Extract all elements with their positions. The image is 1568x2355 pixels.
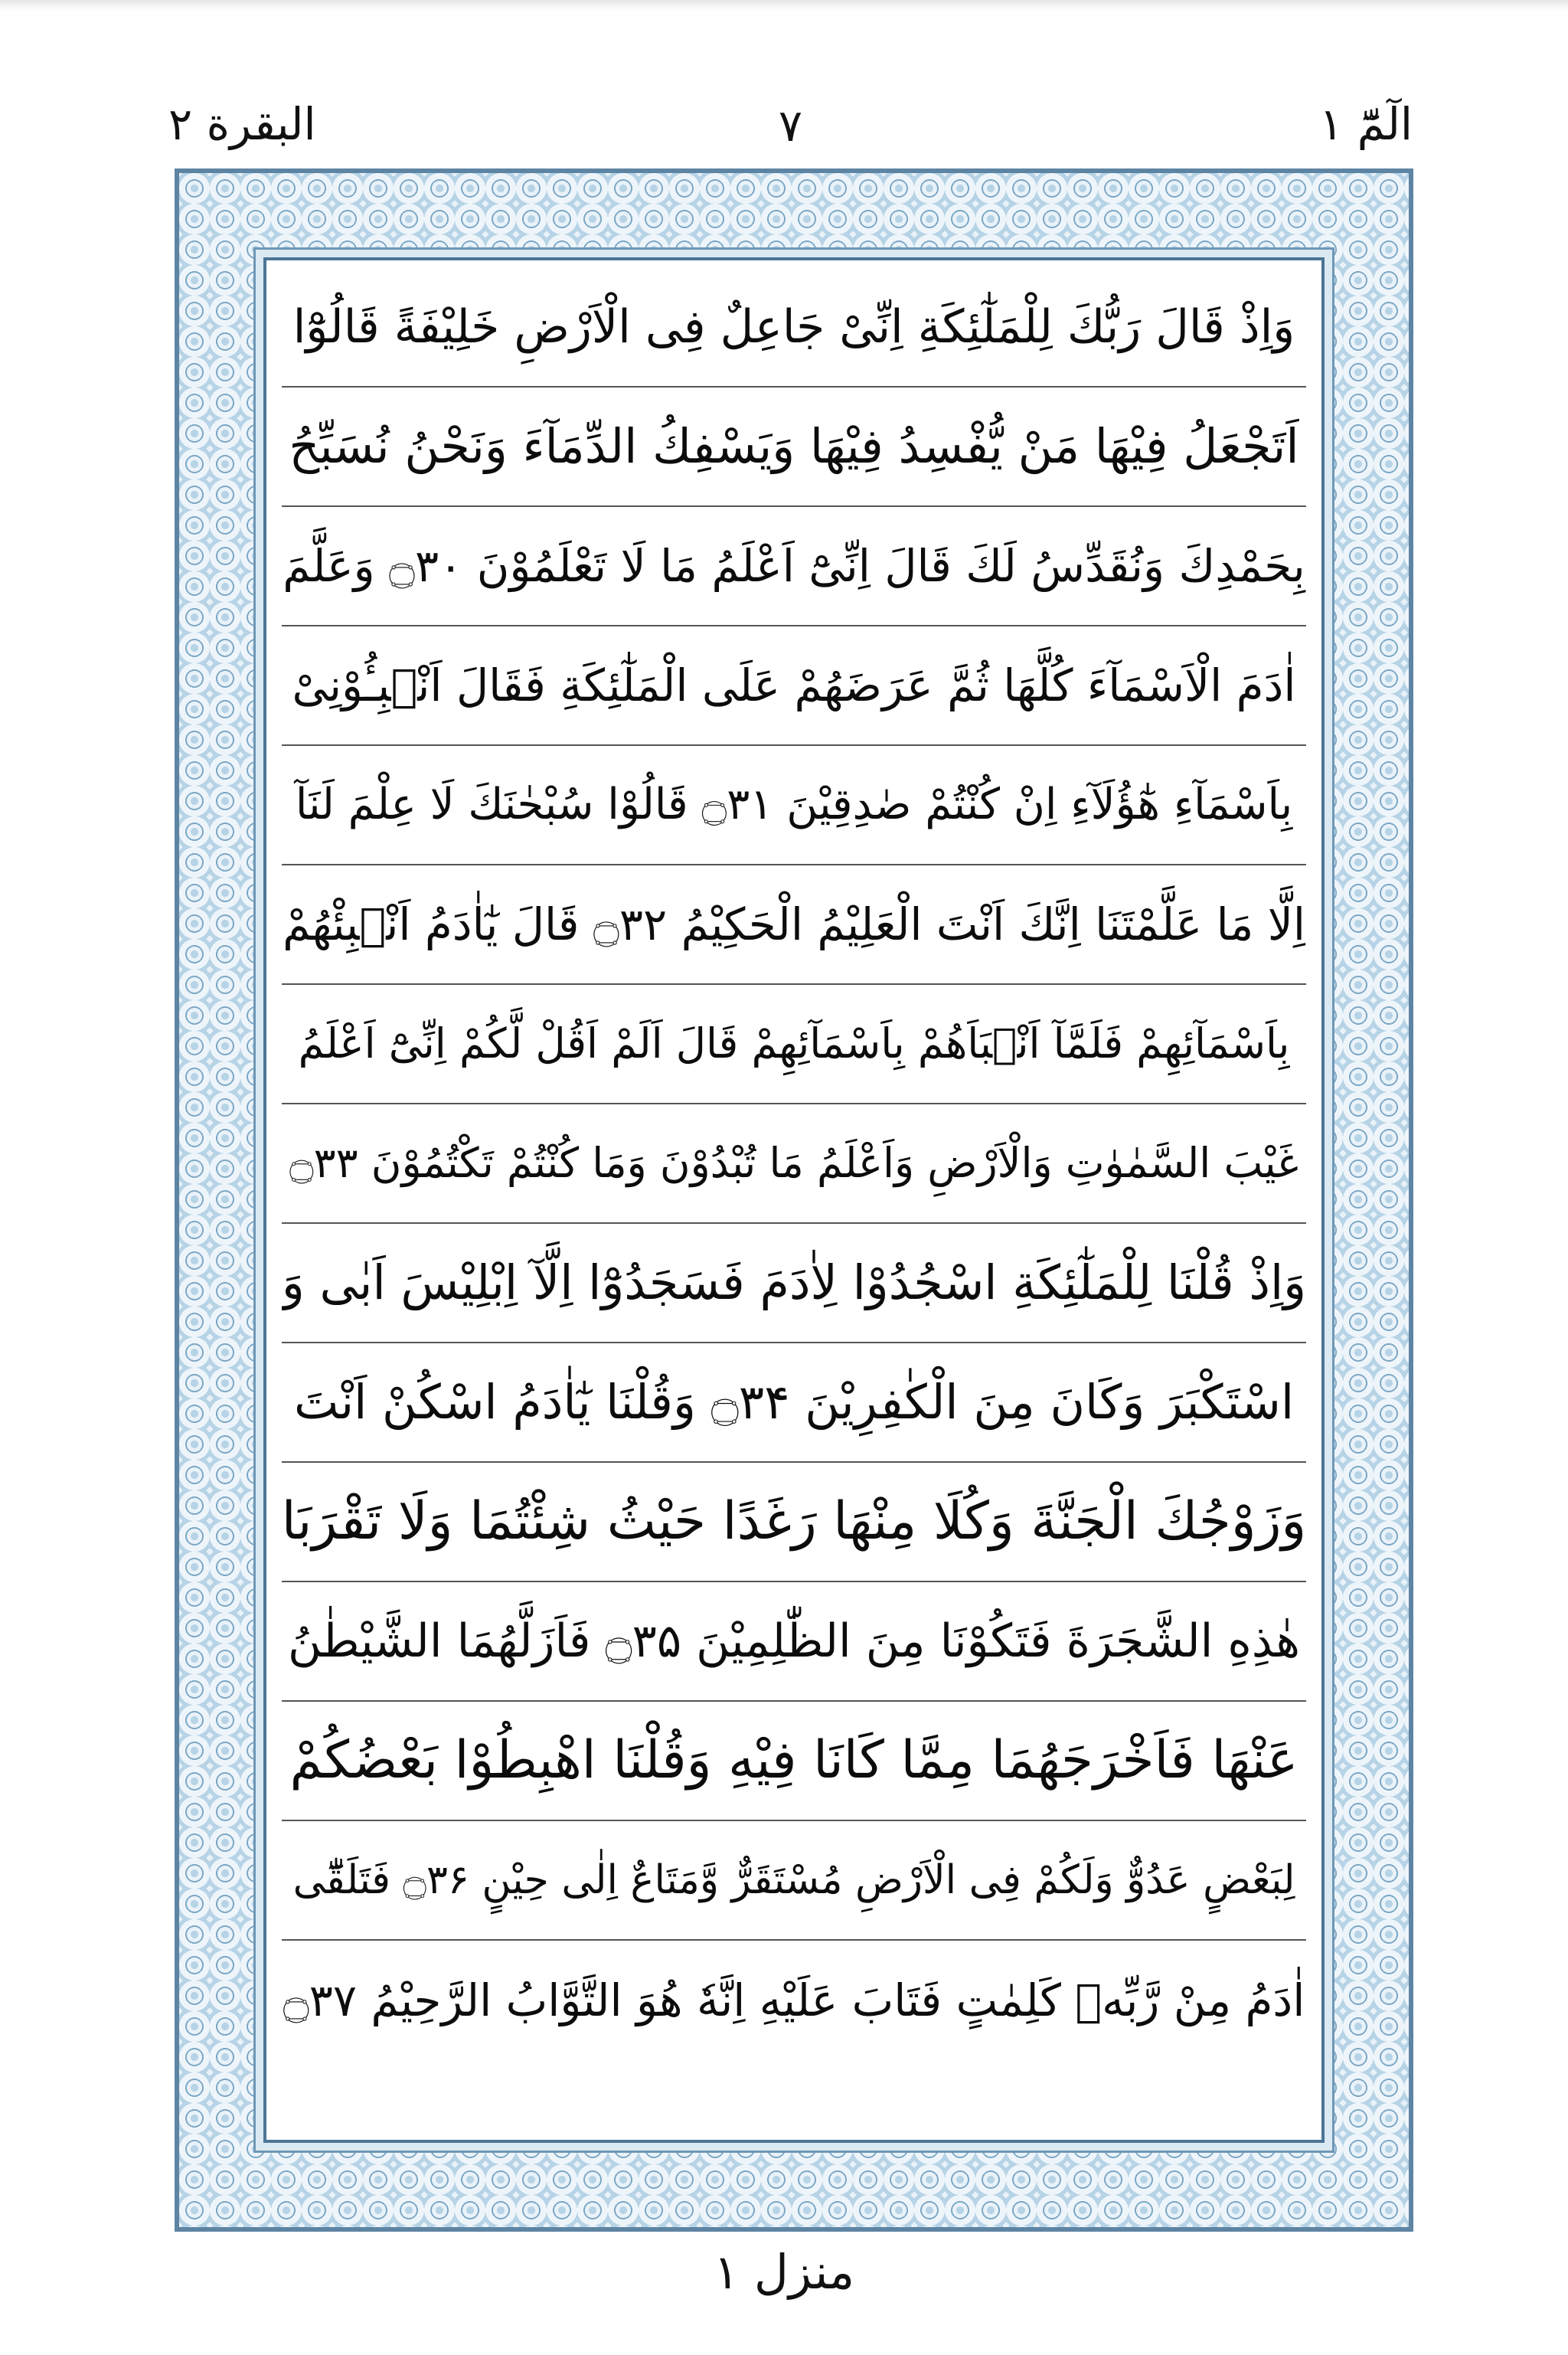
verse-line-15: اٰدَمُ مِنْ رَّبِّهٖ كَلِمٰتٍ فَتَابَ عَلَیْهِ اِنَّهٗ هُوَ التَّوَّابُ الرَّحِیْمُ ۝۳۷ (283, 1974, 1305, 2026)
verse-lines (282, 268, 1306, 2132)
verse-line-3: بِحَمْدِكَ وَنُقَدِّسُ لَكَ قَالَ اِنِّیْٓ اَعْلَمُ مَا لَا تَعْلَمُوْنَ ۝۳۰ وَعَلَّمَ (282, 507, 1306, 626)
page-header (168, 92, 1413, 176)
verse-line-14: لِبَعْضٍ عَدُوٌّ وَلَكُمْ فِی الْاَرْضِ مُسْتَقَرٌّ وَّمَتَاعٌ اِلٰی حِیْنٍ ۝۳۶ فَتَلَقّٰٓی (282, 1821, 1306, 1941)
verse-line-6: اِلَّا مَا عَلَّمْتَنَا اِنَّكَ اَنْتَ الْعَلِیْمُ الْحَكِیْمُ ۝۳۲ قَالَ یٰٓاٰدَمُ اَنْۢبِئْهُمْ (282, 865, 1306, 985)
ornamental-border (175, 168, 1413, 2232)
page-top-edge (0, 0, 1568, 11)
verse-line-1: وَاِذْ قَالَ رَبُّكَ لِلْمَلٰٓئِكَةِ اِنِّیْ جَاعِلٌ فِی الْاَرْضِ خَلِیْفَةً قَالُوْٓا (282, 268, 1306, 388)
verse-line-7: بِاَسْمَآئِهِمْ فَلَمَّآ اَنْۢبَاَهُمْ بِاَسْمَآئِهِمْ قَالَ اَلَمْ اَقُلْ لَّكُمْ اِنِّیْٓ اَعْلَمُ (282, 985, 1306, 1104)
juz-name: الٓمّٓ ۱ (1319, 98, 1413, 150)
verse-line-12: هٰذِهِ الشَّجَرَةَ فَتَكُوْنَا مِنَ الظّٰلِمِیْنَ ۝۳۵ فَاَزَلَّهُمَا الشَّیْطٰنُ (282, 1582, 1306, 1702)
verse-line-10: اسْتَكْبَرَ وَكَانَ مِنَ الْكٰفِرِیْنَ ۝۳۴ وَقُلْنَا یٰٓاٰدَمُ اسْكُنْ اَنْتَ (282, 1343, 1306, 1463)
verse-line-9: وَاِذْ قُلْنَا لِلْمَلٰٓئِكَةِ اسْجُدُوْا لِاٰدَمَ فَسَجَدُوْٓا اِلَّآ اِبْلِیْسَ اَبٰی وَ (282, 1224, 1306, 1343)
manzil-label: منزل ۱ (713, 2244, 855, 2300)
verse-line-13: عَنْهَا فَاَخْرَجَهُمَا مِمَّا كَانَا فِیْهِ وَقُلْنَا اهْبِطُوْا بَعْضُكُمْ (282, 1702, 1306, 1821)
surah-name: البقرة ۲ (168, 98, 316, 150)
verse-line-5: بِاَسْمَآءِ هٰٓؤُلَآءِ اِنْ كُنْتُمْ صٰدِقِیْنَ ۝۳۱ قَالُوْا سُبْحٰنَكَ لَا عِلْمَ لَنَآ (282, 746, 1306, 865)
verse-line-2: اَتَجْعَلُ فِیْهَا مَنْ یُّفْسِدُ فِیْهَا وَیَسْفِكُ الدِّمَآءَ وَنَحْنُ نُسَبِّحُ (282, 388, 1306, 507)
text-panel (263, 257, 1325, 2143)
verse-line-8: غَیْبَ السَّمٰوٰتِ وَالْاَرْضِ وَاَعْلَمُ مَا تُبْدُوْنَ وَمَا كُنْتُمْ تَكْتُمُوْنَ ۝۳۳ (282, 1104, 1306, 1224)
page-number: ۷ (778, 100, 803, 152)
verse-line-11: وَزَوْجُكَ الْجَنَّةَ وَكُلَا مِنْهَا رَغَدًا حَیْثُ شِئْتُمَا وَلَا تَقْرَبَا (282, 1463, 1306, 1582)
verse-line-4: اٰدَمَ الْاَسْمَآءَ كُلَّهَا ثُمَّ عَرَضَهُمْ عَلَی الْمَلٰٓئِكَةِ فَقَالَ اَنْۢبِـُٔوْنِیْ (282, 626, 1306, 746)
